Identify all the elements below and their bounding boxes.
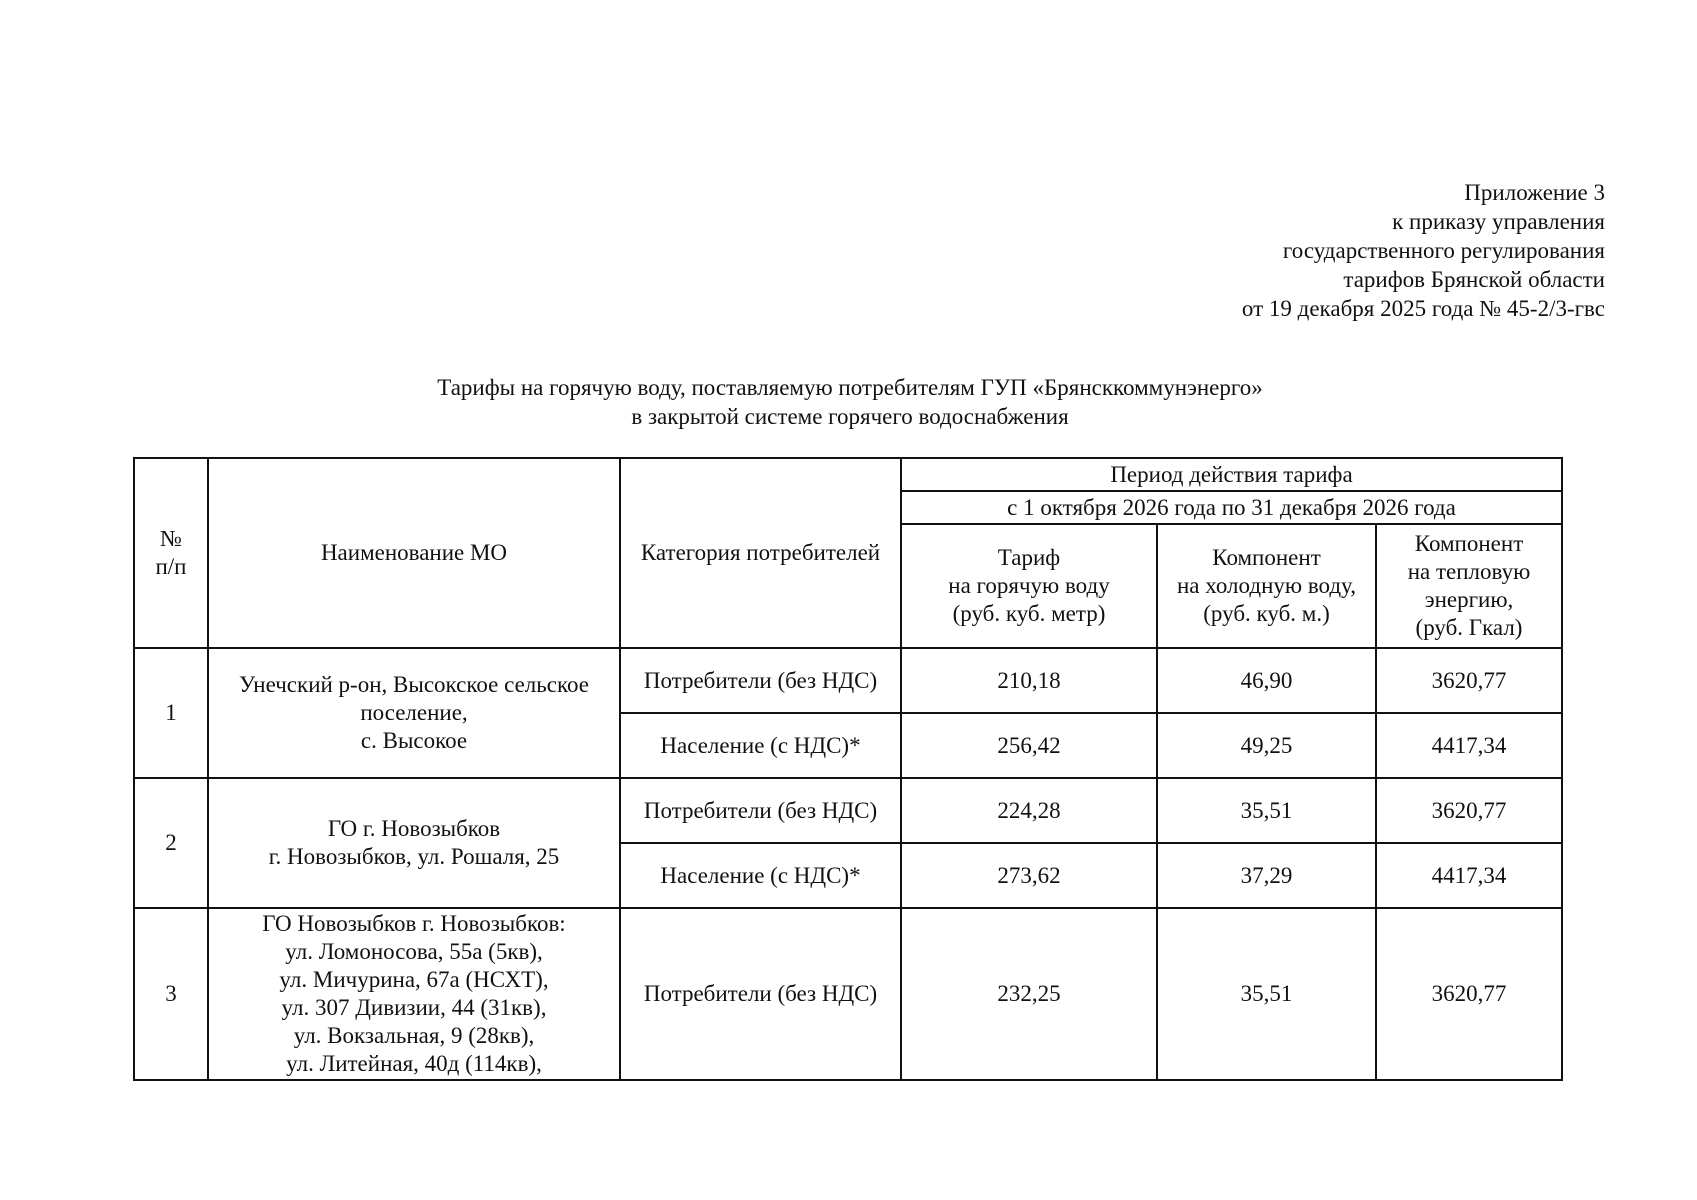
row-cold: 35,51: [1157, 908, 1376, 1080]
row-category: Население (с НДС)*: [620, 713, 901, 778]
row-tariff: 210,18: [901, 648, 1157, 713]
row-tariff: 224,28: [901, 778, 1157, 843]
row-num: 2: [134, 778, 208, 908]
appendix-line-2: к приказу управления: [1392, 209, 1605, 234]
title-line-2: в закрытой системе горячего водоснабжения: [631, 404, 1069, 429]
row-cold: 49,25: [1157, 713, 1376, 778]
row-heat: 3620,77: [1376, 648, 1562, 713]
row-mo-name: Унечский р-он, Высокское сельское поселение, с. Высокое: [208, 648, 620, 778]
document-title: [200, 373, 1500, 431]
row-cold: 35,51: [1157, 778, 1376, 843]
header-mo-name: Наименование МО: [208, 458, 620, 648]
appendix-line-5: от 19 декабря 2025 года № 45-2/3-гвс: [1241, 296, 1605, 321]
row-heat: 3620,77: [1376, 778, 1562, 843]
row-category: Потребители (без НДС): [620, 648, 901, 713]
appendix-line-4: тарифов Брянской области: [1343, 267, 1605, 292]
row-heat: 4417,34: [1376, 843, 1562, 908]
row-tariff: 256,42: [901, 713, 1157, 778]
row-category: Потребители (без НДС): [620, 778, 901, 843]
header-period: Период действия тарифа: [901, 458, 1562, 491]
appendix-line-1: Приложение 3: [1464, 180, 1605, 205]
row-heat: 4417,34: [1376, 713, 1562, 778]
row-mo-name: ГО Новозыбков г. Новозыбков: ул. Ломоносова, 55а (5кв), ул. Мичурина, 67а (НСХТ), ул. 307 Дивизии, 44 (31кв), ул. Вокзальная, 9 (28кв), ул. Литейная, 40д (114кв),: [208, 908, 620, 1080]
table-row: [134, 908, 1562, 1080]
header-row-1: [134, 458, 1562, 491]
title-line-1: Тарифы на горячую воду, поставляемую потребителям ГУП «Брянсккоммунэнерго»: [437, 375, 1263, 400]
table-row: [134, 778, 1562, 843]
row-heat: 3620,77: [1376, 908, 1562, 1080]
row-cold: 46,90: [1157, 648, 1376, 713]
row-category: Население (с НДС)*: [620, 843, 901, 908]
row-tariff: 273,62: [901, 843, 1157, 908]
header-category: Категория потребителей: [620, 458, 901, 648]
row-category: Потребители (без НДС): [620, 908, 901, 1080]
tariffs-table: [133, 457, 1563, 1081]
header-cold-component: Компонент на холодную воду, (руб. куб. м.): [1157, 524, 1376, 648]
row-tariff: 232,25: [901, 908, 1157, 1080]
header-period-range: с 1 октября 2026 года по 31 декабря 2026 года: [901, 491, 1562, 524]
row-cold: 37,29: [1157, 843, 1376, 908]
table-row: [134, 648, 1562, 713]
header-num: № п/п: [134, 458, 208, 648]
appendix-header: [905, 178, 1605, 323]
appendix-line-3: государственного регулирования: [1282, 238, 1605, 263]
header-heat-component: Компонент на тепловую энергию, (руб. Гкал): [1376, 524, 1562, 648]
header-tariff: Тариф на горячую воду (руб. куб. метр): [901, 524, 1157, 648]
row-num: 1: [134, 648, 208, 778]
row-num: 3: [134, 908, 208, 1080]
row-mo-name: ГО г. Новозыбков г. Новозыбков, ул. Рошаля, 25: [208, 778, 620, 908]
